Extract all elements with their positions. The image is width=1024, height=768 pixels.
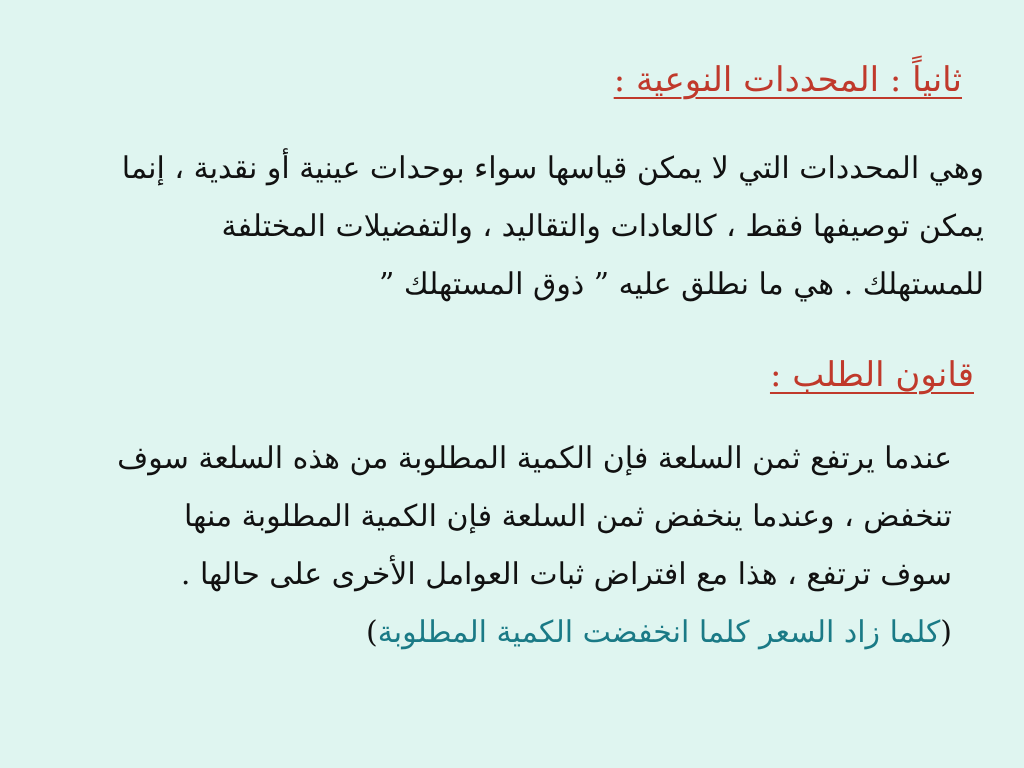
- section-heading-qualitative-determinants: ثانياً : المحددات النوعية :: [613, 60, 962, 100]
- paragraph-line: عندما يرتفع ثمن السلعة فإن الكمية المطلوبة من هذه السلعة سوف: [117, 441, 952, 476]
- law-summary-highlight: كلما زاد السعر كلما انخفضت الكمية المطلوبة: [377, 615, 941, 650]
- paragraph-line: للمستهلك . هي ما نطلق عليه ” ذوق المستهلك ”: [378, 267, 984, 302]
- law-summary-line: [52, 604, 952, 662]
- paragraph-line: وهي المحددات التي لا يمكن قياسها سواء بوحدات عينية أو نقدية ، إنما: [121, 151, 984, 186]
- section-heading-law-of-demand: قانون الطلب :: [769, 355, 974, 395]
- law-of-demand-paragraph: [52, 430, 952, 662]
- qualitative-determinants-paragraph: [32, 140, 984, 314]
- paragraph-line: تنخفض ، وعندما ينخفض ثمن السلعة فإن الكمية المطلوبة منها: [184, 499, 952, 534]
- paragraph-line: سوف ترتفع ، هذا مع افتراض ثبات العوامل الأخرى على حالها .: [180, 557, 952, 592]
- open-parenthesis: (: [940, 615, 952, 650]
- close-parenthesis: ): [365, 615, 378, 650]
- paragraph-line: يمكن توصيفها فقط ، كالعادات والتقاليد ، والتفضيلات المختلفة: [221, 209, 984, 244]
